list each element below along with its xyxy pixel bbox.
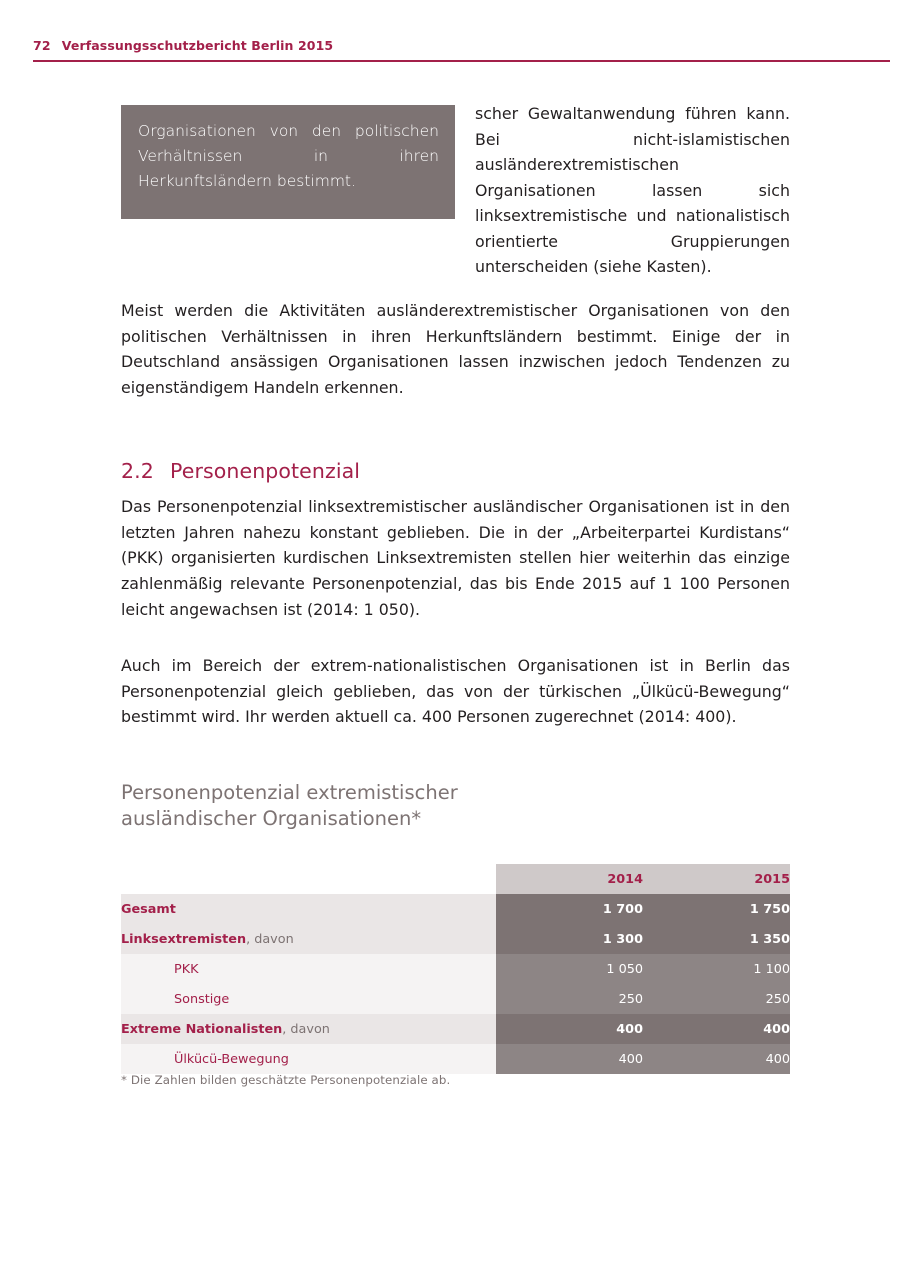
header-divider (33, 60, 890, 62)
row-label-extreme-nationalisten (121, 1014, 496, 1044)
pullquote-text: Organisationen von den politischen Verhältnissen in ihren Herkunftsländern bestimmt. (138, 122, 439, 191)
intro-column (475, 101, 790, 280)
table-header-blank (121, 864, 496, 894)
row-value-2015: 250 (643, 984, 790, 1014)
row-value-2014: 1 050 (496, 954, 643, 984)
paragraph-3: Auch im Bereich der extrem-nationalistischen Organisationen ist in Berlin das Personenpotenzial gleich geblieben, das von der türkischen „Ülkücü-Bewegung“ bestimmt wird. Ihr werden aktuell ca. 400 Personen zugerechnet (2014: 400). (121, 656, 790, 727)
paragraph-1: Meist werden die Aktivitäten ausländerextremistischer Organisationen von den politischen Verhältnissen in ihren Herkunftsländern bestimmt. Einige der in Deutschland ansässigen Organisationen lassen inzwischen jedoch Tendenzen zu eigenständigem Handeln erkennen. (121, 301, 790, 398)
table-row (121, 924, 790, 954)
personenpotenzial-table (121, 864, 790, 1074)
row-value-2014: 400 (496, 1044, 643, 1074)
table-row (121, 954, 790, 984)
row-label-sonstige (121, 984, 496, 1014)
row-value-2015: 1 750 (643, 894, 790, 924)
table-title (121, 780, 681, 832)
section-number: 2.2 (121, 459, 154, 483)
row-label-suffix: , davon (246, 931, 294, 947)
row-label-text: Sonstige (174, 991, 230, 1007)
row-label-pkk (121, 954, 496, 984)
row-label-ulkucu-bewegung (121, 1044, 496, 1074)
table-row (121, 1044, 790, 1074)
row-label-gesamt (121, 894, 496, 924)
row-label-text: Linksextremisten (121, 931, 247, 947)
row-label-linksextremisten (121, 924, 496, 954)
row-label-text: PKK (174, 961, 199, 977)
table-footnote: * Die Zahlen bilden geschätzte Personenpotenziale ab. (121, 1073, 451, 1087)
table-row (121, 1014, 790, 1044)
row-value-2014: 250 (496, 984, 643, 1014)
page-number: 72 (33, 38, 51, 53)
paragraph-2: Das Personenpotenzial linksextremistischer ausländischer Organisationen ist in den letzten Jahren nahezu konstant geblieben. Die in der „Arbeiterpartei Kurdistans“ (PKK) organisierten kurdischen Linksextremisten stellen hier weiterhin das einzige zahlenmäßig relevante Personenpotenzial, das bis Ende 2015 auf 1 100 Personen leicht angewachsen ist (2014: 1 050). (121, 497, 790, 619)
row-label-text: Ülkücü-Bewegung (174, 1051, 289, 1067)
pullquote-box (121, 105, 455, 219)
row-label-suffix: , davon (282, 1021, 330, 1037)
table-title-line-2: ausländischer Organisationen* (121, 806, 422, 830)
row-value-2015: 400 (643, 1044, 790, 1074)
table-title-line-1: Personenpotenzial extremistischer (121, 781, 458, 804)
page-header (33, 38, 890, 53)
table-header-row (121, 864, 790, 894)
section-title: Personenpotenzial (170, 459, 361, 483)
section-heading (121, 459, 790, 483)
intro-text: scher Gewaltanwendung führen kann. Bei nicht-islamistischen ausländerextremistischen Organisationen lassen sich linksextremistische und nationalistisch orientierte Gruppierungen unterscheiden (siehe Kasten). (475, 104, 790, 277)
table-row (121, 984, 790, 1014)
table-header-2014: 2014 (496, 864, 643, 894)
row-value-2014: 1 300 (496, 924, 643, 954)
row-value-2014: 1 700 (496, 894, 643, 924)
row-label-text: Extreme Nationalisten (121, 1021, 283, 1037)
row-value-2015: 400 (643, 1014, 790, 1044)
row-value-2014: 400 (496, 1014, 643, 1044)
table-row (121, 894, 790, 924)
row-label-text: Gesamt (121, 901, 176, 917)
table-header-2015: 2015 (643, 864, 790, 894)
row-value-2015: 1 350 (643, 924, 790, 954)
header-title: Verfassungsschutzbericht Berlin 2015 (61, 38, 334, 53)
row-value-2015: 1 100 (643, 954, 790, 984)
